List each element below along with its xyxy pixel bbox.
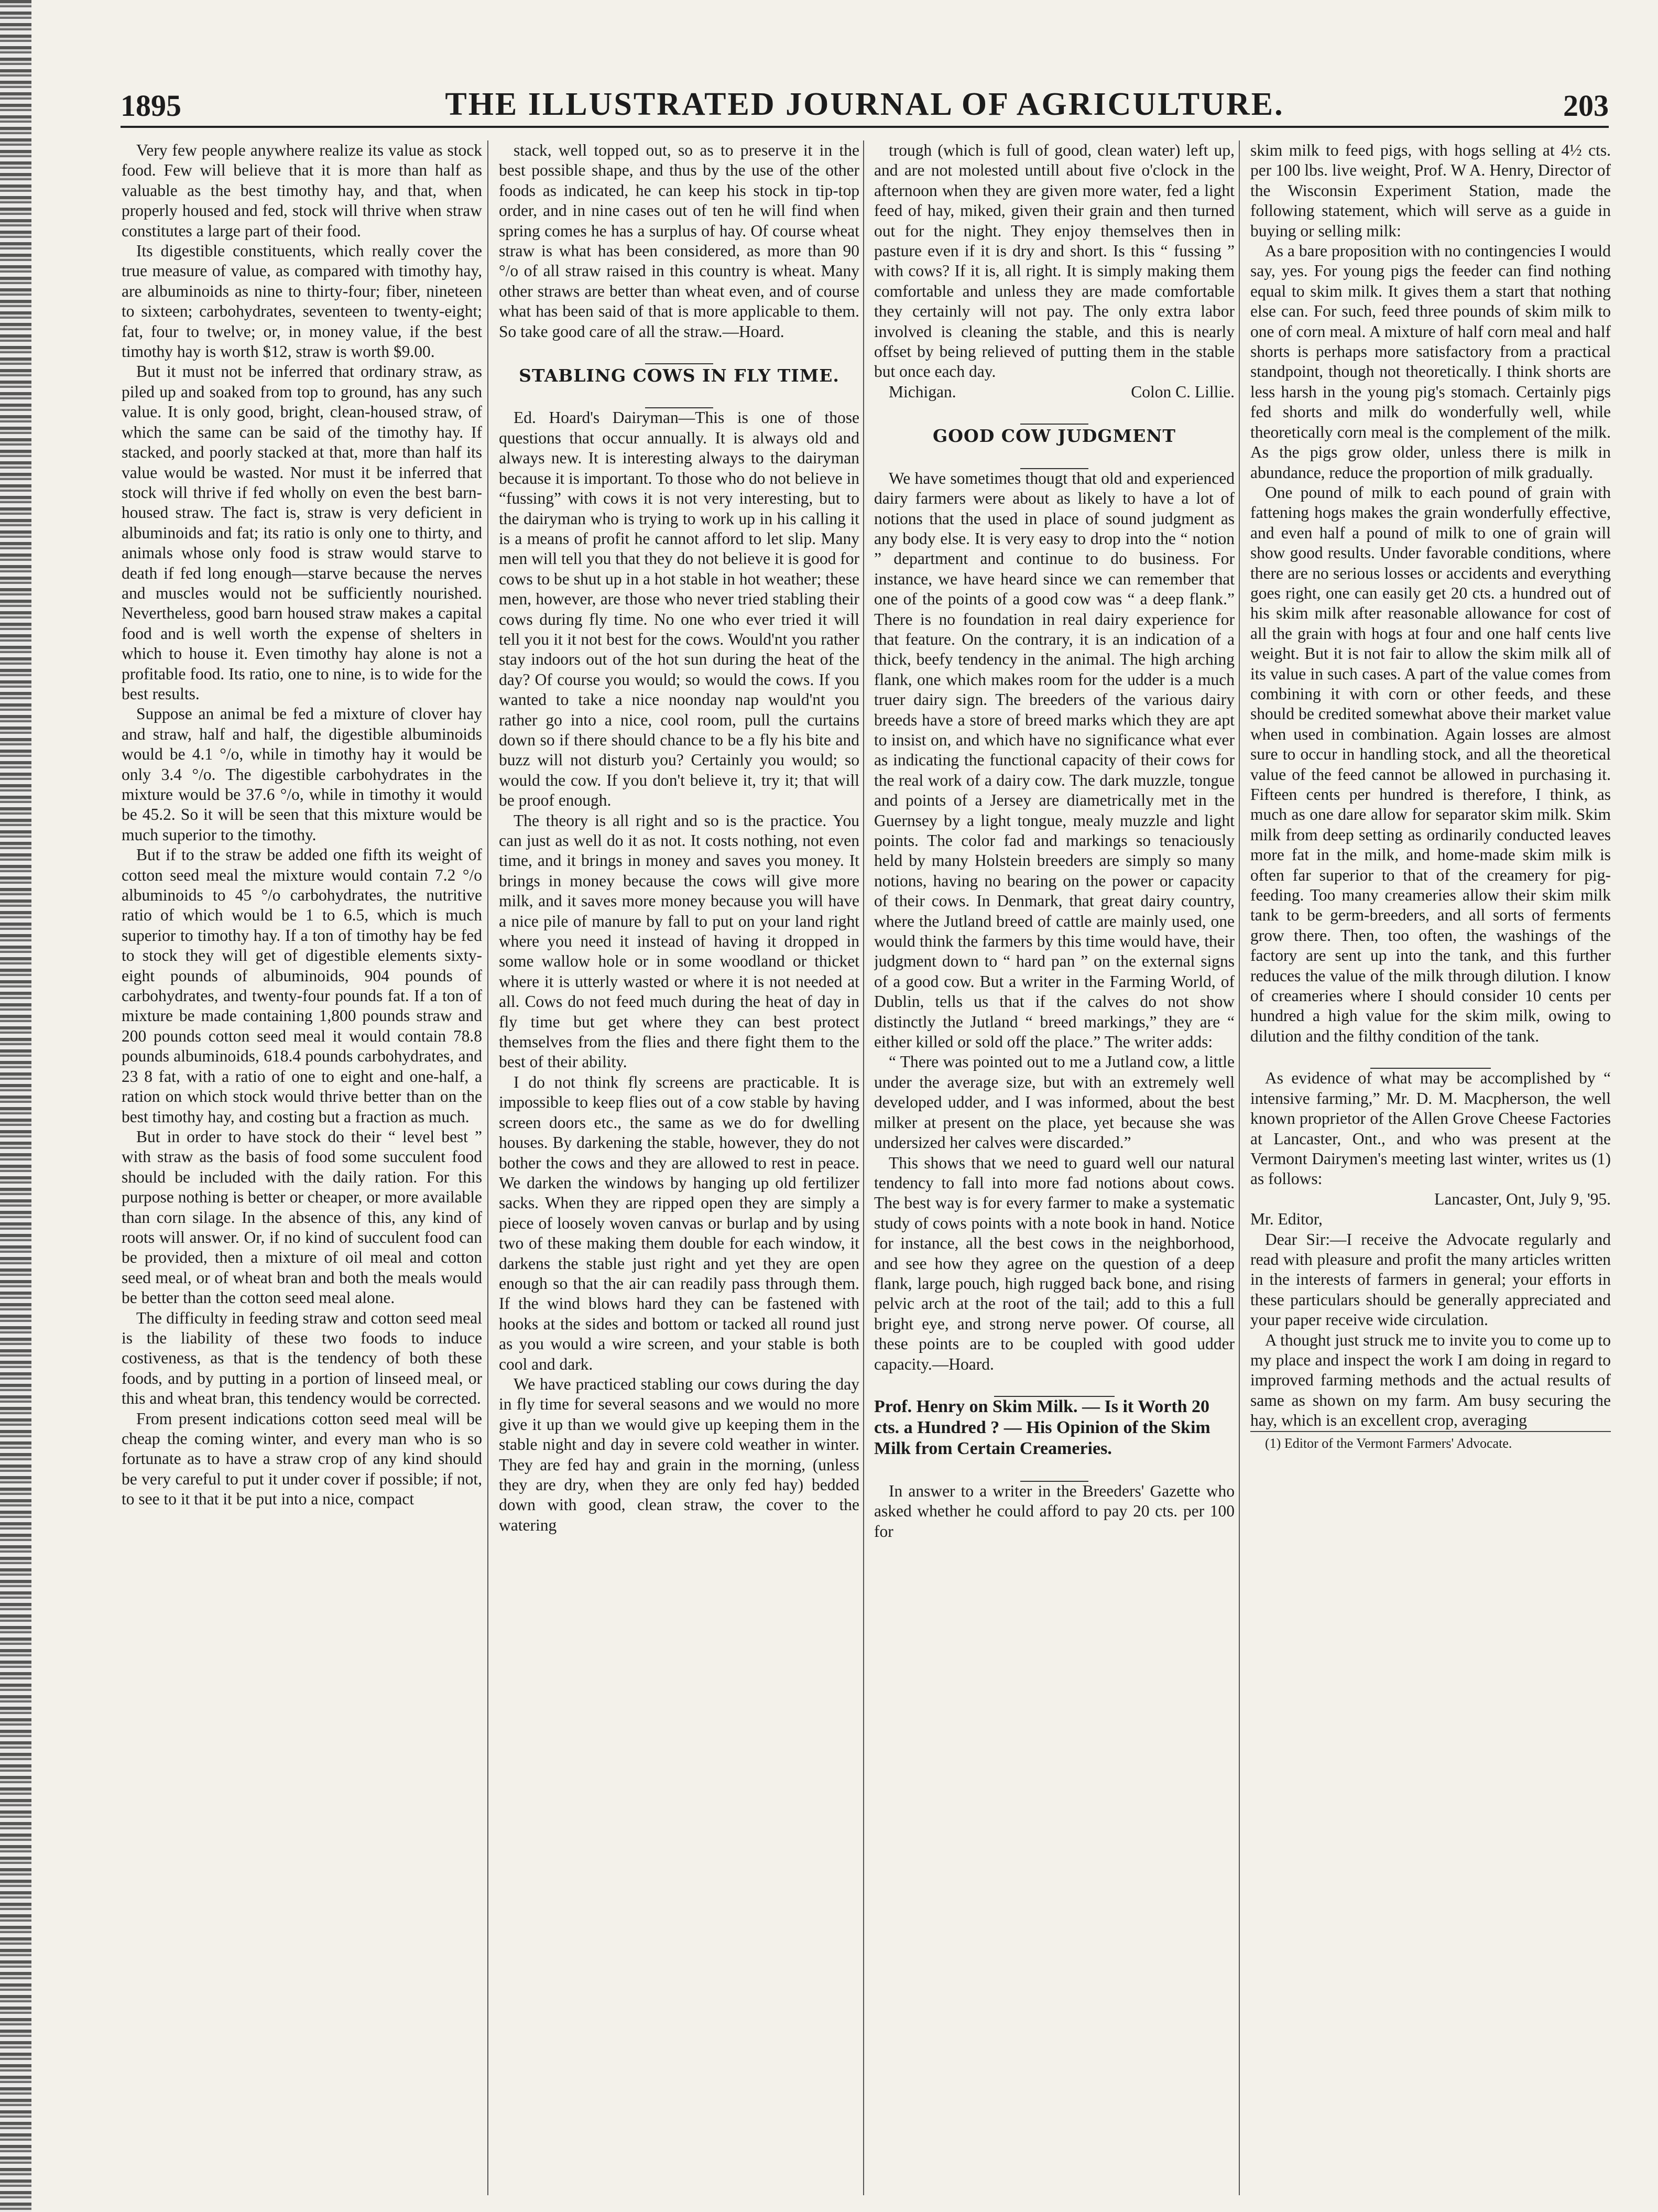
signature-place: Michigan. — [889, 382, 956, 401]
page-number: 203 — [1563, 89, 1609, 123]
letter-salutation: Mr. Editor, — [1250, 1210, 1323, 1229]
signature-name: Colon C. Lillie. — [1131, 382, 1235, 401]
column-rule — [1239, 140, 1240, 2195]
page-header — [121, 84, 1609, 128]
column-4 — [1250, 140, 1611, 2195]
section-divider — [874, 1382, 1235, 1389]
paragraph: But if to the straw be added one fifth its weight of cotton seed meal the mixture would contain 7.2 °/o albuminoids to 45 °/o carbohydrates, the nutritive ratio of which would be 1 to 6.5, which is much superior to timothy hay. If a ton of timothy hay be fed to stock they will get of digestible elements sixty-eight pounds of albuminoids, 904 pounds of carbohydrates, and twenty-four pounds fat. If a ton of mixture be made containing 1,800 pounds straw and 200 pounds cotton seed meal it would contain 78.8 pounds albuminoids, 618.4 pounds carbohydrates, and 23 8 fat, with a ratio of one to eight and one-half, a ration on which stock would thrive better than on the best timothy hay, and costing but a fraction as much. — [122, 845, 482, 1126]
signature-line — [874, 382, 1235, 402]
column-1 — [122, 140, 482, 2195]
column-3 — [874, 140, 1235, 2195]
article-heading: GOOD COW JUDGMENT — [933, 426, 1176, 447]
section-divider — [874, 409, 1235, 417]
paragraph: From present indications cotton seed meal will be cheap the coming winter, and every man who is so fortunate as to have a straw crop of any kind should be very careful to put it under cover if possible; if not, to see to it that it be put into a nice, compact — [122, 1409, 482, 1509]
paragraph: As a bare proposition with no contingencies I would say, yes. For young pigs the feeder can find nothing equal to skim milk. It gives them a start that nothing else can. For such, feed three pounds of skim milk to one of corn meal. A mixture of half corn meal and half shorts is perhaps more satisfactory from a practical standpoint, though not theoretically. I think shorts are less harsh in the young pig's stomach. Certainly pigs fed shorts and milk do wonderfully well, while theoretically corn meal is the complement of the milk. As the pigs grow older, unless there is milk in abundance, reduce the proportion of milk gradually. — [1250, 242, 1611, 482]
section-divider — [499, 349, 859, 356]
quotation: “ There was pointed out to me a Jutland cow, a little under the average size, but with an extremely well developed udder, and I was informed, about the best milker at present on the place, yet because she was undersized her calves were discarded.” — [874, 1053, 1235, 1152]
binding-edge — [0, 0, 31, 2212]
paragraph: We have practiced stabling our cows during the day in fly time for several seasons and we would no more give it up than we would give up keeping them in the stable night and day in severe cold weather in winter. They are fed hay and grain in the morning, (unless they are dry, when they are only fed hay) bedded down with good, clean straw, the cover to the watering — [499, 1374, 859, 1534]
section-divider — [874, 454, 1235, 461]
header-year: 1895 — [121, 89, 181, 123]
section-divider — [874, 1467, 1235, 1474]
paragraph: In answer to a writer in the Breeders' Gazette who asked whether he could afford to pay 20 cts. per 100 for — [874, 1481, 1235, 1541]
paragraph: The difficulty in feeding straw and cotton seed meal is the liability of these two foods to induce costiveness, as that is the tendency of both these foods, and by putting in a portion of linseed meal, or this and wheat bran, this tendency would be corrected. — [122, 1308, 482, 1408]
paragraph: One pound of milk to each pound of grain with fattening hogs makes the grain wonderfully effective, and even half a pound of milk to one of grain will show good results. Under favorable conditions, where there are no serious losses or accidents and everything goes right, one can easily get 20 cts. a hundred out of his skim milk after reasonable allowance for cost of all the grain with hogs at four and one half cents live weight. But it is not fair to allow the skim milk all of its value in such cases. A part of the value comes from combining it with corn or other feeds, and these should be credited somewhat above their market value when used in combination. Again losses are almost sure to occur in handling stock, and all the theoretical value of the feed cannot be allowed in purchasing it. Fifteen cents per hundred is therefore, I think, as much as one dare allow for separator skim milk. Skim milk from deep setting as ordinarily conducted leaves more fat in the milk, and home-made skim milk is often far superior to that of the creamery for pig-feeding. Too many creameries allow their skim milk tank to be germ-breeders, and all sorts of ferments grow there. Then, too often, the washings of the factory are sent up into the tank, and this further reduces the value of the milk through dilution. I know of creameries where I should consider 10 cents per hundred a high value for the skim milk, owing to dilution and the filthy condition of the tank. — [1250, 483, 1611, 1045]
column-2 — [499, 140, 859, 2195]
paragraph: Ed. Hoard's Dairyman—This is one of those questions that occur annually. It is always old and always new. It is interesting always to the dairyman because it is important. To those who do not believe in “fussing” with cows it is not very interesting, but to the dairyman who is trying to work up in his calling it is a means of profit he cannot afford to let slip. Many men will tell you that they do not believe it is good for cows to be shut up in a hot stable in hot weather; these men, however, are those who never tried stabling their cows during fly time. No one who ever tried it will tell you it it not best for the cows. Would'nt you rather stay indoors out of the hot sun during the heat of the day? Of course you would; so would the cows. If you wanted to take a nice noonday nap would'nt you rather go into a nice, cool room, pull the curtains down so if there should chance to be a fly his bite and buzz will not disturb you? Certainly you would; so would the cow. If you don't believe it, try it; that will be proof enough. — [499, 408, 859, 810]
letter-dateline: Lancaster, Ont, July 9, '95. — [1434, 1189, 1611, 1208]
paragraph: I do not think fly screens are practicable. It is impossible to keep flies out of a cow stable by having screen doors etc., the same as we do for dwelling houses. By darkening the stable, however, they do not bother the cows and they are allowed to rest in peace. We darken the windows by hanging up old fertilizer sacks. When they are ripped open they are simply a piece of loosely woven canvas or burlap and by using two of these making them double for each window, it darkens the stable just right and yet they are open enough so that the air can readily pass through them. If the wind blows hard they can be fastened with hooks at the sides and bottom or tacked all round just as you would a wire screen, and your stable is both cool and dark. — [499, 1072, 859, 1373]
footnote: (1) Editor of the Vermont Farmers' Advocate. — [1250, 1431, 1611, 1452]
paragraph: But it must not be inferred that ordinary straw, as piled up and soaked from top to ground, has any such value. It is only good, bright, clean-housed straw, of which the same can be said of the timothy hay. If stacked, and poorly stacked at that, more than half its value would be wasted. Nor must it be inferred that stock will thrive if fed wholly on even the best barn-housed straw. The fact is, straw is very deficient in albuminoids and fat; its ratio is only one to thirty, and animals whose only food is straw would starve to death if fed long enough—starve because the nerves and muscles would not be sufficiently nourished. Nevertheless, good barn housed straw makes a capital food and is well worth the expense of shelters in which to house it. Even timothy hay alone is not a profitable food. Its ratio, one to nine, is to wide for the best results. — [122, 362, 482, 703]
article-subheading: Prof. Henry on Skim Milk. — Is it Worth 20 cts. a Hundred ? — His Opinion of the Skim Milk from Certain Creameries. — [874, 1396, 1210, 1458]
paragraph: We have sometimes thougt that old and experienced dairy farmers were about as likely to have a lot of notions that the used in place of sound judgment as any body else. It is very easy to drop into the “ notion ” department and continue to do business. For instance, we have heard since we can remember that one of the points of a good cow was “ a deep flank.” There is no foundation in real dairy experience for that feature. On the contrary, it is an indication of a thick, beefy tendency in the animal. The high arching flank, one which makes room for the udder is a much truer dairy sign. The breeders of the various dairy breeds have a store of breed marks which they are apt to insist on, and which have no significance what ever as indicating the functional capacity of their cows for the real work of a dairy cow. The dark muzzle, tongue and points of a Jersey are diametrically met in the Guernsey by a light tongue, mealy muzzle and light points. The color fad and markings so tenaciously held by many Holstein breeders are simply so many notions, having no bearing on the power or capacity of their cows. In Denmark, that great dairy country, where the Jutland breed of cattle are mainly used, one would think the farmers by this time would have, their judgment down to “ hard pan ” on the external signs of a good cow. But a writer in the Farming World, of Dublin, tells us that if the calves do not show distinctly the Jutland “ breed markings,” they are “ either killed or sold off the place.” The writer adds: — [874, 469, 1235, 1051]
paragraph: But in order to have stock do their “ level best ” with straw as the basis of food some succulent food should be included with the daily ration. For this purpose nothing is better or cheaper, or more available than corn silage. In the absence of this, any kind of roots will answer. Or, if no kind of succulent food can be provided, then a mixture of oil meal and cotton seed meal, or of wheat bran and both the meals would be better than the cotton seed meal alone. — [122, 1127, 482, 1307]
article-heading: STABLING COWS IN FLY TIME. — [519, 365, 839, 386]
paragraph: Very few people anywhere realize its value as stock food. Few will believe that it is more than half as valuable as the best timothy hay, and that, when properly housed and fed, stock will thrive when straw constitutes a large part of their food. — [122, 141, 482, 240]
column-rule — [487, 140, 488, 2195]
paragraph: stack, well topped out, so as to preserve it in the best possible shape, and thus by the use of the other foods as indicated, he can keep his stock in tip-top order, and in nine cases out of ten he will find when spring comes he has a surplus of hay. Of course wheat straw is what has been considered, as more than 90 °/o of all straw raised in this country is wheat. Many other straws are better than wheat even, and of course what has been said of that is more applicable to them. So take good care of all the straw.—Hoard. — [499, 141, 859, 341]
paragraph: Its digestible constituents, which really cover the true measure of value, as compared with timothy hay, are albuminoids as nine to thirty-four; fiber, nineteen to sixteen; carbohydrates, seventeen to twenty-eight; fat, four to twelve; or, in money value, if the best timothy hay is worth $12, straw is worth $9.00. — [122, 242, 482, 361]
paragraph: trough (which is full of good, clean water) left up, and are not molested untill about five o'clock in the afternoon when they are given more water, fed a light feed of hay, miked, given their grain and then turned out for the night. They enjoy themselves then in pasture even if it is dry and short. Is this “ fussing ” with cows? If it is, all right. It is simply making them comfortable and unless they are made comfortable they certainly will not pay. The only extra labor involved is cleaning the stable, and this is nearly offset by being relieved of putting them in the stable but once each day. — [874, 141, 1235, 381]
section-divider — [1250, 1054, 1611, 1061]
paragraph: skim milk to feed pigs, with hogs selling at 4½ cts. per 100 lbs. live weight, Prof. W A. Henry, Director of the Wisconsin Experiment Station, made the following statement, which will serve as a guide in buying or selling milk: — [1250, 141, 1611, 240]
section-divider — [499, 393, 859, 400]
column-rule — [863, 140, 864, 2195]
paragraph: This shows that we need to guard well our natural tendency to fall into more fad notions about cows. The best way is for every farmer to make a systematic study of cows points with a note book in hand. Notice for instance, all the best cows in the neighborhood, and see how they agree on the question of a deep flank, large pouch, high rugged back bone, and rising pelvic arch at the root of the tail; add to this a full bright eye, and strong nerve power. Of course, all these points are to be coupled with good udder capacity.—Hoard. — [874, 1153, 1235, 1373]
paragraph: Dear Sir:—I receive the Advocate regularly and read with pleasure and profit the many articles written in the interests of farmers in general; your efforts in these particulars should be generally appreciated and your paper receive wide circulation. — [1250, 1230, 1611, 1329]
paragraph: The theory is all right and so is the practice. You can just as well do it as not. It costs nothing, not even time, and it brings in money and saves you money. It brings in money because the cows will give more milk, and it saves more money because you will have a nice pile of manure by fall to put on your land right where you need it instead of having it dropped in some wallow hole or in some woodland or thicket where it is utterly wasted or where it is not needed at all. Cows do not feed much during the heat of day in fly time but get where they can best protect themselves from the flies and there fight them to the best of their ability. — [499, 811, 859, 1071]
paragraph: A thought just struck me to invite you to come up to my place and inspect the work I am doing in regard to improved farming methods and the actual results of same as shown on my farm. Am busy securing the hay, which is an excellent crop, averaging — [1250, 1330, 1611, 1430]
paragraph: Suppose an animal be fed a mixture of clover hay and straw, half and half, the digestible albuminoids would be 4.1 °/o, while in timothy hay it would be only 3.4 °/o. The digestible carbohydrates in the mixture would be 37.6 °/o, while in timothy it would be 45.2. So it will be seen that this mixture would be much superior to the timothy. — [122, 704, 482, 844]
journal-title: THE ILLUSTRATED JOURNAL OF AGRICULTURE. — [445, 86, 1284, 122]
paragraph: As evidence of what may be accomplished by “ intensive farming,” Mr. D. M. Macpherson, the well known proprietor of the Allen Grove Cheese Factories at Lancaster, Ont., and who was present at the Vermont Dairymen's meeting last winter, writes us (1) as follows: — [1250, 1069, 1611, 1188]
